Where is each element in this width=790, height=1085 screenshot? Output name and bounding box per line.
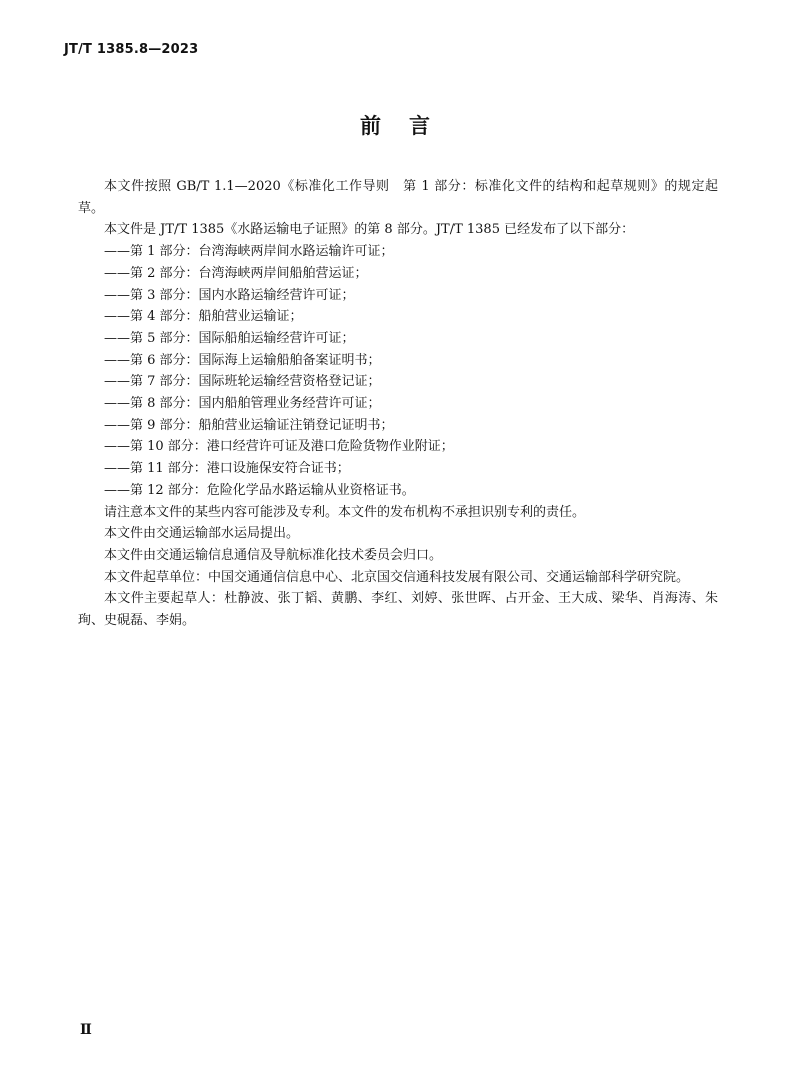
list-item: ——第 3 部分：国内水路运输经营许可证； — [104, 287, 355, 303]
paragraph-proposer: 本文件由交通运输部水运局提出。 — [104, 526, 300, 542]
list-item: ——第 2 部分：台湾海峡两岸间船舶营运证； — [104, 265, 368, 281]
page-title: 前言 — [360, 114, 458, 138]
list-item: ——第 12 部分：危险化学品水路运输从业资格证书。 — [104, 482, 415, 498]
document-code: JT/T 1385.8—2023 — [64, 42, 199, 57]
paragraph-committee: 本文件由交通运输信息通信及导航标准化技术委员会归口。 — [104, 547, 443, 563]
list-item: ——第 7 部分：国际班轮运输经营资格登记证； — [104, 374, 381, 390]
page-number: Ⅱ — [80, 1022, 92, 1038]
paragraph-patent-notice: 请注意本文件的某些内容可能涉及专利。本文件的发布机构不承担识别专利的责任。 — [104, 504, 586, 520]
foreword-body — [78, 176, 718, 632]
list-item: ——第 11 部分：港口设施保安符合证书； — [104, 461, 350, 477]
list-item: ——第 10 部分：港口经营许可证及港口危险货物作业附证； — [104, 439, 454, 455]
list-item: ——第 1 部分：台湾海峡两岸间水路运输许可证； — [104, 244, 394, 260]
parts-list — [78, 241, 718, 501]
list-item: ——第 6 部分：国际海上运输船舶备案证明书； — [104, 352, 381, 368]
list-item: ——第 8 部分：国内船舶管理业务经营许可证； — [104, 396, 381, 412]
paragraph-drafting-rules: 本文件按照 GB/T 1.1—2020《标准化工作导则 第 1 部分：标准化文件的结构和起草规则》的规定起草。 — [78, 179, 718, 216]
list-item: ——第 9 部分：船舶营业运输证注销登记证明书； — [104, 417, 394, 433]
paragraph-series-intro: 本文件是 JT/T 1385《水路运输电子证照》的第 8 部分。JT/T 1385 已经发布了以下部分： — [104, 222, 635, 238]
list-item: ——第 5 部分：国际船舶运输经营许可证； — [104, 330, 355, 346]
paragraph-drafters: 本文件主要起草人：杜静波、张丁韬、黄鹏、李红、刘婷、张世晖、占开金、王大成、梁华、肖海涛、朱珣、史硯磊、李娟。 — [78, 591, 718, 629]
paragraph-drafting-units: 本文件起草单位：中国交通通信信息中心、北京国交信通科技发展有限公司、交通运输部科学研究院。 — [104, 569, 690, 585]
list-item: ——第 4 部分：船舶营业运输证； — [104, 309, 303, 325]
